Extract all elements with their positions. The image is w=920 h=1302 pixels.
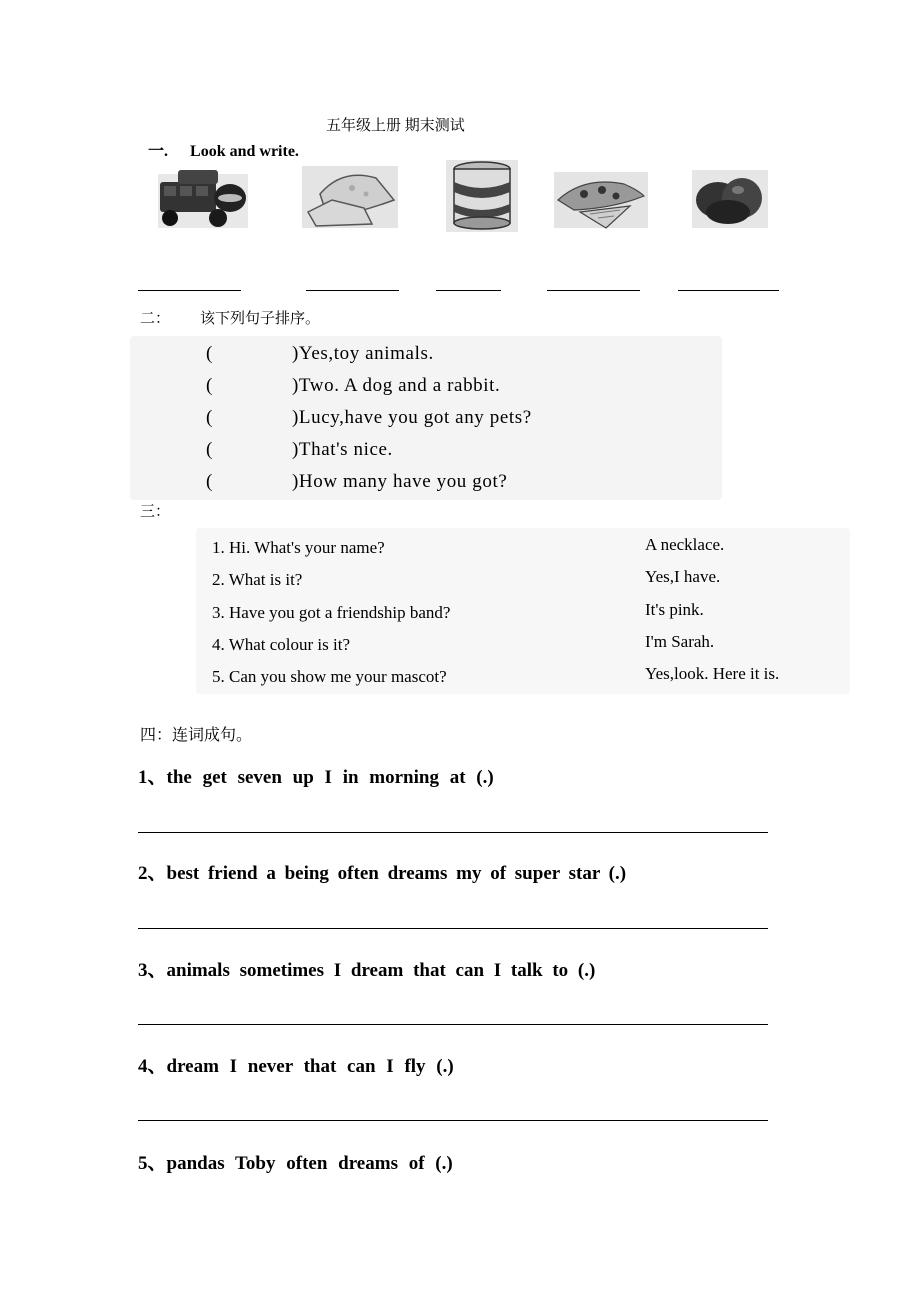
write-line[interactable] <box>138 1024 768 1025</box>
ordering-item: ( )Two. A dog and a rabbit. <box>206 375 501 396</box>
answer-line-2[interactable] <box>306 290 399 291</box>
sentence-item: 3、animals sometimes I dream that can I talk to (.) <box>138 960 596 981</box>
section-2-number: 二： <box>140 311 171 327</box>
match-answer: Yes,I have. <box>645 567 721 586</box>
section-1-number: 一. <box>148 143 169 160</box>
can-icon <box>446 160 518 232</box>
write-line[interactable] <box>138 1120 768 1121</box>
section-3-heading: 三： <box>140 504 171 520</box>
match-answer: I'm Sarah. <box>645 632 715 651</box>
ordering-item: ( )Yes,toy animals. <box>206 343 434 364</box>
section-2-label: 该下列句子排序。 <box>200 311 321 327</box>
section-1-heading <box>148 138 299 161</box>
ordering-item: ( )Lucy,have you got any pets? <box>206 407 532 428</box>
match-answer: It's pink. <box>645 600 704 619</box>
ordering-item: ( )That's nice. <box>206 439 393 460</box>
pizza-icon <box>554 160 648 232</box>
answer-line-4[interactable] <box>547 290 640 291</box>
cheese-icon <box>302 160 398 232</box>
section-2-heading <box>140 307 320 328</box>
answer-line-3[interactable] <box>436 290 501 291</box>
sentence-item: 1、the get seven up I in morning at (.) <box>138 767 494 788</box>
ordering-item: ( )How many have you got? <box>206 471 508 492</box>
mango-icon <box>692 160 768 232</box>
match-question: 2. What is it? <box>212 570 303 589</box>
answer-line-1[interactable] <box>138 290 241 291</box>
match-answer: Yes,look. Here it is. <box>645 664 780 683</box>
match-answer: A necklace. <box>645 535 725 554</box>
write-line[interactable] <box>138 928 768 929</box>
match-question: 1. Hi. What's your name? <box>212 538 385 557</box>
sentence-item: 4、dream I never that can I fly (.) <box>138 1056 454 1077</box>
section-1-label: Look and write. <box>190 143 299 160</box>
sentence-item: 2、best friend a being often dreams my of super star (.) <box>138 863 627 884</box>
sentence-item: 5、pandas Toby often dreams of (.) <box>138 1153 453 1174</box>
match-question: 5. Can you show me your mascot? <box>212 667 447 686</box>
answer-line-5[interactable] <box>678 290 779 291</box>
match-question: 4. What colour is it? <box>212 635 351 654</box>
section-4-heading: 四：连词成句。 <box>140 727 253 744</box>
match-question: 3. Have you got a friendship band? <box>212 603 451 622</box>
write-line[interactable] <box>138 832 768 833</box>
chocolate-icon <box>156 160 250 232</box>
page-title: 五年级上册 期末测试 <box>326 118 465 134</box>
